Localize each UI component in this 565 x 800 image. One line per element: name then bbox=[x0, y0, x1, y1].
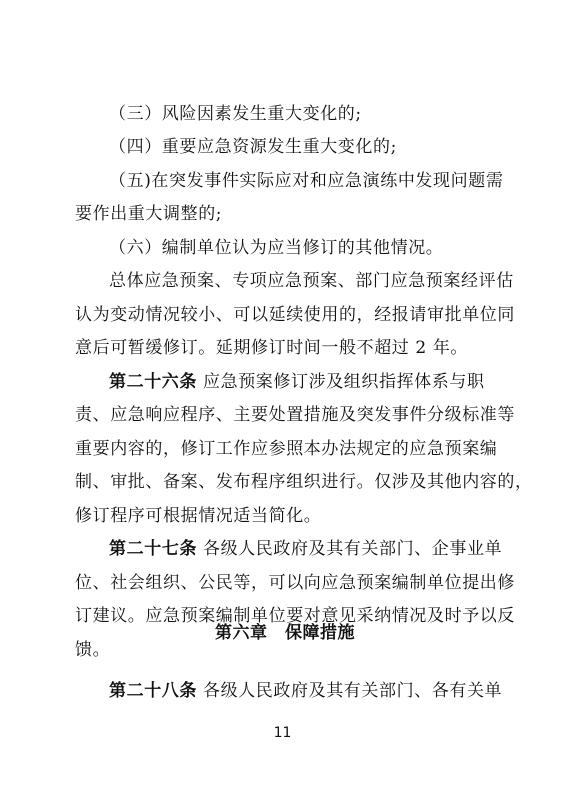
article-27-line-2: 位、社会组织、公民等，可以向应急预案编制单位提出修 bbox=[75, 573, 515, 593]
paragraph-defer-line-3: 意后可暂缓修订。延期修订时间一般不超过 2 年。 bbox=[75, 338, 469, 358]
page-number: 11 bbox=[273, 725, 292, 741]
article-26-line-3: 重要内容的，修订工作应参照本办法规定的应急预案编 bbox=[75, 439, 498, 459]
list-item-5: （五)在突发事件实际应对和应急演练中发现问题需 bbox=[109, 171, 504, 191]
list-item-6: （六）编制单位认为应当修订的其他情况。 bbox=[109, 238, 444, 258]
article-28-label: 第二十八条 bbox=[109, 681, 197, 701]
paragraph-defer-line-1: 总体应急预案、专项应急预案、部门应急预案经评估 bbox=[109, 271, 514, 291]
article-26-line-4: 制、审批、备案、发布程序组织进行。仅涉及其他内容的， bbox=[75, 472, 533, 492]
article-27-line-4: 馈。 bbox=[75, 640, 111, 660]
article-26-line-5: 修订程序可根据情况适当简化。 bbox=[75, 506, 322, 526]
article-27-line-3: 订建议。应急预案编制单位要对意见采纳情况及时予以反 bbox=[75, 606, 515, 626]
list-item-4: （四）重要应急资源发生重大变化的; bbox=[109, 137, 397, 157]
article-26-label: 第二十六条 bbox=[109, 372, 197, 392]
list-item-5-continued: 要作出重大调整的; bbox=[75, 204, 223, 224]
chapter-heading: 第六章 保障措施 bbox=[215, 623, 355, 643]
article-27-line-1 bbox=[109, 539, 503, 559]
article-26-line-2: 责、应急响应程序、主要处置措施及突发事件分级标准等 bbox=[75, 405, 515, 425]
article-28-text: 各级人民政府及其有关部门、各有关单 bbox=[203, 681, 503, 701]
article-26-line-1 bbox=[109, 372, 495, 392]
paragraph-defer-line-2: 认为变动情况较小、可以延续使用的，经报请审批单位同 bbox=[75, 305, 515, 325]
article-27-text: 各级人民政府及其有关部门、企事业单 bbox=[203, 539, 503, 559]
article-28-line-1 bbox=[109, 681, 503, 701]
article-27-label: 第二十七条 bbox=[109, 539, 197, 559]
article-26-text: 应急预案修订涉及组织指挥体系与职 bbox=[203, 372, 485, 392]
list-item-3: （三）风险因素发生重大变化的; bbox=[109, 104, 362, 124]
